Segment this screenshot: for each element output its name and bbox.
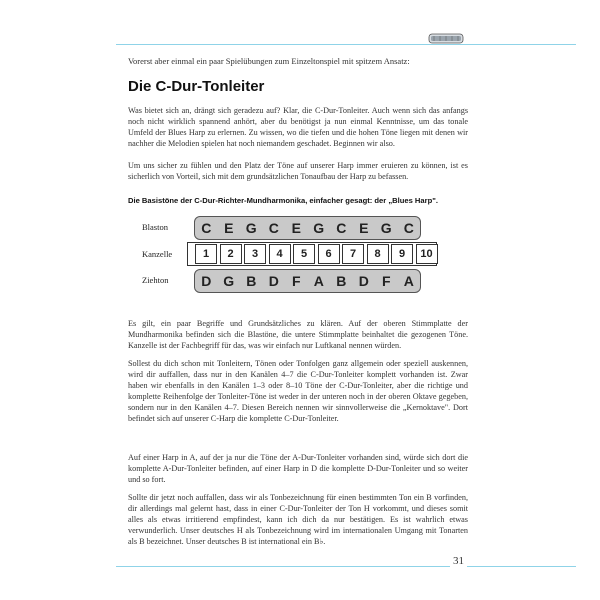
paragraph: Es gilt, ein paar Begriffe und Grundsätzliches zu klären. Auf der oberen Stimmplatte der Mundharmonika befinden sich die Blastöne, die untere Stimmplatte beinhaltet die gezogenen Töne. Kanzelle ist der Fachbegriff für das, was wir einfach nur Luftkanal nennen würden. xyxy=(128,319,468,350)
channel-row xyxy=(195,244,438,264)
draw-note: B xyxy=(246,273,257,289)
draw-note: D xyxy=(268,273,279,289)
draw-note: F xyxy=(381,273,391,289)
blow-note: G xyxy=(245,220,257,236)
draw-note: G xyxy=(223,273,235,289)
blow-note: E xyxy=(291,220,301,236)
page-heading: Die C-Dur-Tonleiter xyxy=(128,78,265,95)
channel-row-frame xyxy=(187,242,437,266)
header-rule xyxy=(116,44,576,45)
footer-rule xyxy=(116,566,576,567)
draw-label: Ziehton xyxy=(142,275,169,285)
blow-note: E xyxy=(224,220,234,236)
intro-text: Vorerst aber einmal ein paar Spielübungen zum Einzeltonspiel mit spitzem Ansatz: xyxy=(128,56,410,66)
harmonica-icon xyxy=(428,30,464,46)
channel-number: 6 xyxy=(318,244,340,264)
channel-number: 10 xyxy=(416,244,438,264)
channel-label: Kanzelle xyxy=(142,249,173,259)
draw-note: A xyxy=(403,273,414,289)
blow-label: Blaston xyxy=(142,222,168,232)
blow-note: C xyxy=(336,220,347,236)
blow-note: C xyxy=(403,220,414,236)
draw-notes-row xyxy=(194,269,421,293)
page-number: 31 xyxy=(450,555,467,567)
blow-note: E xyxy=(359,220,369,236)
paragraph: Um uns sicher zu fühlen und den Platz der Töne auf unserer Harp immer eruieren zu können, ist es sicherlich von Vorteil, sich mit dem grundsätzlichen Tonaufbau der Harp zu befassen. xyxy=(128,161,468,181)
channel-number: 7 xyxy=(342,244,364,264)
channel-number: 2 xyxy=(220,244,242,264)
channel-number: 1 xyxy=(195,244,217,264)
draw-note: F xyxy=(291,273,301,289)
channel-number: 8 xyxy=(367,244,389,264)
paragraph: Auf einer Harp in A, auf der ja nur die Töne der A-Dur-Tonleiter vorhanden sind, würde sich dort die komplette A-Dur-Tonleiter befinden, auf einer Harp in D die komplette D-Dur-Tonleiter und so weiter und so fort. xyxy=(128,453,468,484)
diagram-caption: Die Basistöne der C-Dur-Richter-Mundharmonika, einfacher gesagt: der „Blues Harp". xyxy=(128,196,438,205)
paragraph: Sollte dir jetzt noch auffallen, dass wir als Tonbezeichnung für einen bestimmten Ton ein B vorfinden, dir allerdings mal gelernt hast, dass in einer C-Dur-Tonleiter der Ton H vorkommt, und dieses somit alles als etwas irritierend empfindest, kann ich dich da nur bestätigen. Es ist wahrlich etwas verwunderlich. Unser deutsches H als Tonbezeichnung wird im internationalen Umgang mit Tonarten als B bezeichnet. Unser deutsches B ist international ein B♭. xyxy=(128,493,468,546)
blow-note: G xyxy=(380,220,392,236)
draw-note: A xyxy=(313,273,324,289)
blow-note: G xyxy=(313,220,325,236)
channel-number: 9 xyxy=(391,244,413,264)
channel-number: 5 xyxy=(293,244,315,264)
draw-note: D xyxy=(358,273,369,289)
channel-number: 4 xyxy=(269,244,291,264)
channel-number: 3 xyxy=(244,244,266,264)
paragraph: Was bietet sich an, drängt sich geradezu auf? Klar, die C-Dur-Tonleiter. Auch wenn sich das anfangs noch nicht wirklich spannend anhört, aber du benötigst ja nun einmal Kenntnisse, um das tonale Umfeld der Blues Harp zu erlernen. Zu wissen, wo die tiefen und die hohen Töne liegen mit denen wir nachher die Melodien spielen hat noch niemandem geschadet. Beginnen wir also. xyxy=(128,106,468,148)
blow-notes-row xyxy=(194,216,421,240)
blow-note: C xyxy=(268,220,279,236)
harp-note-diagram xyxy=(142,215,482,295)
paragraph: Sollest du dich schon mit Tonleitern, Tönen oder Tonfolgen ganz allgemein oder speziell auskennen, wird dir auffallen, dass nur in den Kanälen 4–7 die C-Dur-Tonleiter komplett vorhanden ist. Zwar haben wir ebenfalls in den Kanälen 1–3 oder 8–10 Töne der C-Dur-Tonleiter, aber die richtige und komplette Reihenfolge der Tonleiter-Töne ist weder in der unteren noch in der oberen Oktave gegeben, sondern nur in den Kanälen 4–7. Diesen Bereich nennen wir sinnvollerweise die „Kernoktave". Dort befindet sich auf unserer C-Harp die komplette C-Dur-Tonleiter. xyxy=(128,359,468,423)
blow-note: C xyxy=(201,220,212,236)
draw-note: D xyxy=(201,273,212,289)
draw-note: B xyxy=(336,273,347,289)
